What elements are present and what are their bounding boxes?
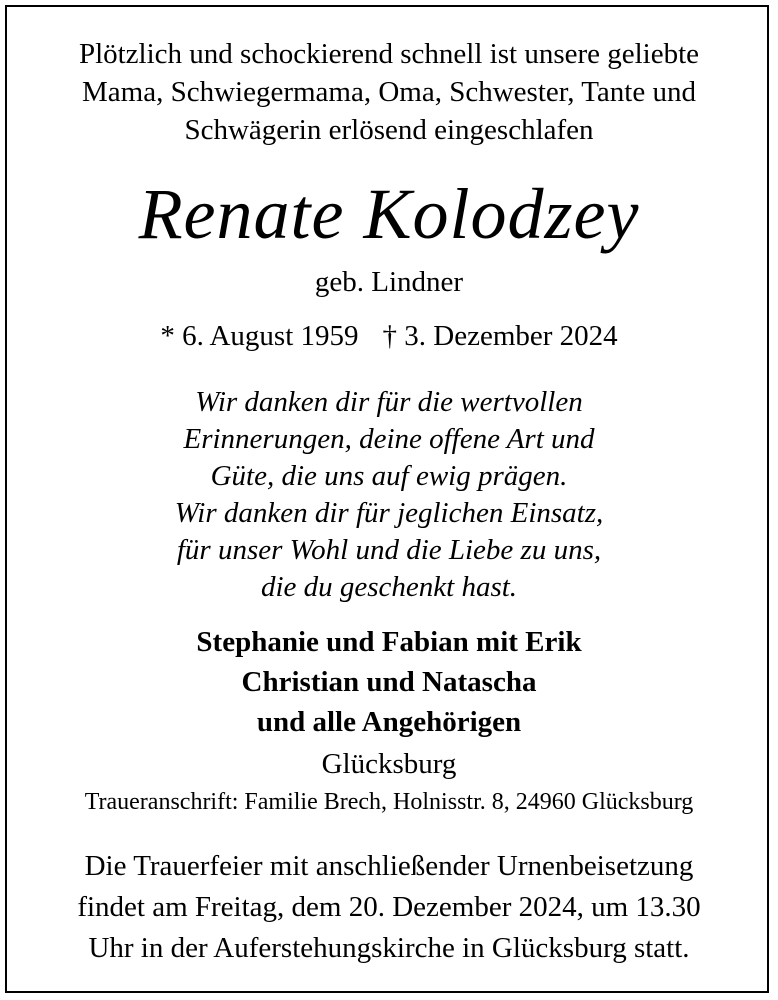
place: Glücksburg <box>321 748 457 780</box>
family-line-1: Stephanie und Fabian mit Erik <box>196 626 582 658</box>
intro-line-2: Mama, Schwiegermama, Oma, Schwester, Tante und <box>82 76 696 108</box>
family-line-2: Christian und Natascha <box>241 666 537 698</box>
poem-line-3: Güte, die uns auf ewig prägen. <box>210 460 568 492</box>
poem-line-1: Wir danken dir für die wertvollen <box>195 386 583 418</box>
intro-line-1: Plötzlich und schockierend schnell ist unsere geliebte <box>78 38 700 70</box>
intro-line-3: Schwägerin erlösend eingeschlafen <box>184 114 594 146</box>
poem-line-2: Erinnerungen, deine offene Art und <box>183 423 595 455</box>
life-dates <box>0 322 778 351</box>
birth-name: geb. Lindner <box>314 266 464 298</box>
deceased-name: Renate Kolodzey <box>138 174 640 254</box>
ceremony-line-2: findet am Freitag, dem 20. Dezember 2024, um 13.30 <box>77 891 701 923</box>
mourning-address: Traueranschrift: Familie Brech, Holnisstr. 8, 24960 Glücksburg <box>84 789 694 815</box>
poem-line-6: die du geschenkt hast. <box>260 571 518 603</box>
ceremony-line-3: Uhr in der Auferstehungskirche in Glücksburg statt. <box>88 932 690 964</box>
ceremony-line-1: Die Trauerfeier mit anschließender Urnenbeisetzung <box>84 850 694 882</box>
poem-line-5: für unser Wohl und die Liebe zu uns, <box>176 534 602 566</box>
birth-date: * 6. August 1959 <box>160 320 359 352</box>
poem-line-4: Wir danken dir für jeglichen Einsatz, <box>174 497 604 529</box>
death-date: † 3. Dezember 2024 <box>382 320 618 352</box>
family-line-3: und alle Angehörigen <box>256 706 522 738</box>
